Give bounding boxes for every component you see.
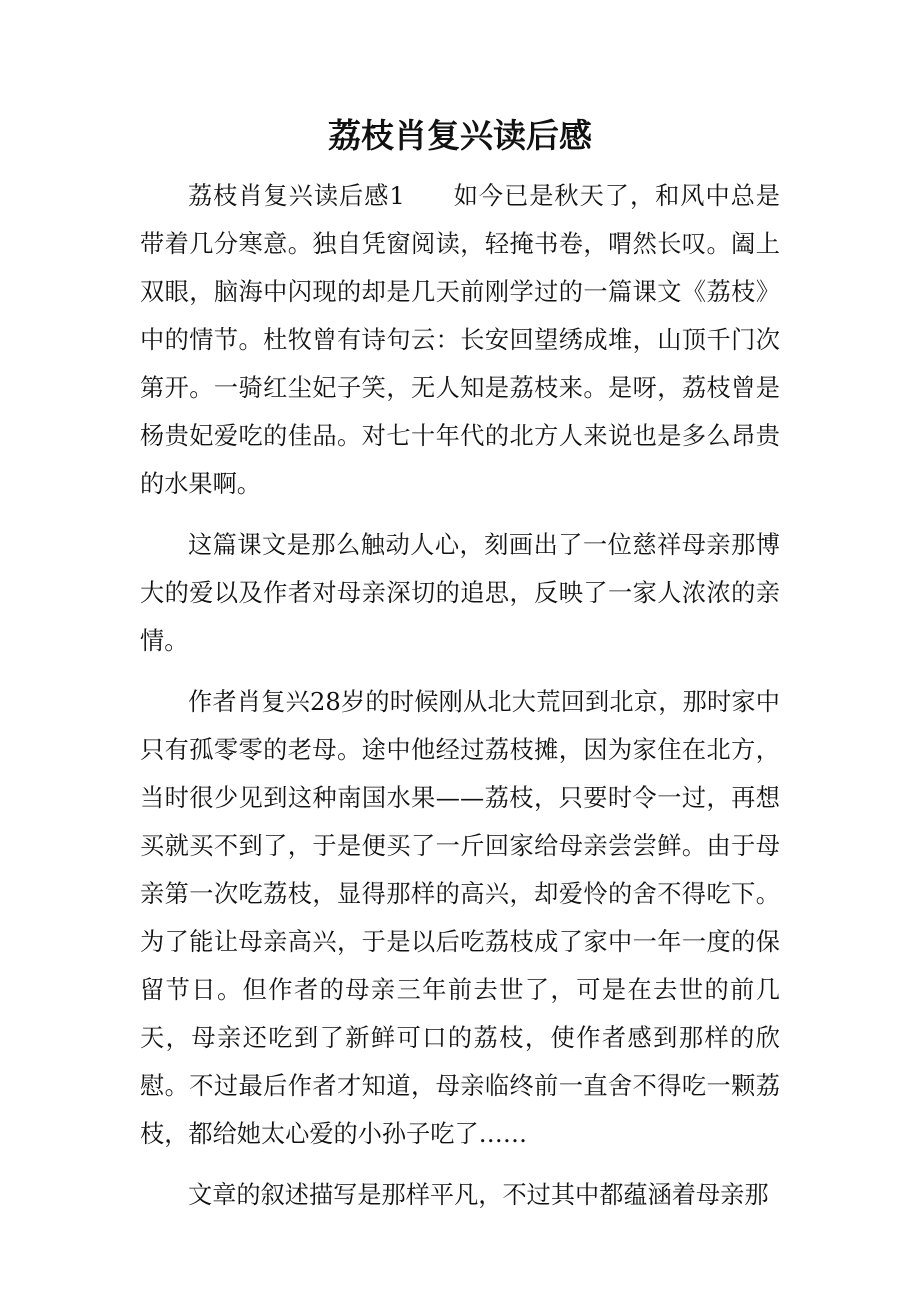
document-title: 荔枝肖复兴读后感: [328, 116, 592, 155]
paragraph-1-heading: 荔枝肖复兴读后感1: [188, 182, 405, 210]
paragraph-3: 作者肖复兴28岁的时候刚从北大荒回到北京，那时家中只有孤零零的老母。途中他经过荔枝摊，因为家住在北方，当时很少见到这种南国水果——荔枝，只要时令一过，再想买就买不到了，于是便买了一斤回家给母亲尝尝鲜。由于母亲第一次吃荔枝，显得那样的高兴，却爱怜的舍不得吃下。为了能让母亲高兴，于是以后吃荔枝成了家中一年一度的保留节日。但作者的母亲三年前去世了，可是在去世的前几天，母亲还吃到了新鲜可口的荔枝，使作者感到那样的欣慰。不过最后作者才知道，母亲临终前一直舍不得吃一颗荔枝，都给她太心爱的小孙子吃了……: [140, 688, 780, 1148]
paragraph-1: [140, 172, 780, 508]
paragraph-1-text: 如今已是秋天了，和风中总是带着几分寒意。独自凭窗阅读，轻掩书卷，喟然长叹。阖上双眼，脑海中闪现的却是几天前刚学过的一篇课文《荔枝》中的情节。杜牧曾有诗句云：长安回望绣成堆，山顶千门次第开。一骑红尘妃子笑，无人知是荔枝来。是呀，荔枝曾是杨贵妃爱吃的佳品。对七十年代的北方人来说也是多么昂贵的水果啊。: [140, 182, 780, 498]
document-body: [140, 172, 780, 1219]
paragraph-2: 这篇课文是那么触动人心，刻画出了一位慈祥母亲那博大的爱以及作者对母亲深切的追思，反映了一家人浓浓的亲情。: [140, 531, 780, 655]
paragraph-4: 文章的叙述描写是那样平凡，不过其中都蕴涵着母亲那: [188, 1181, 769, 1209]
